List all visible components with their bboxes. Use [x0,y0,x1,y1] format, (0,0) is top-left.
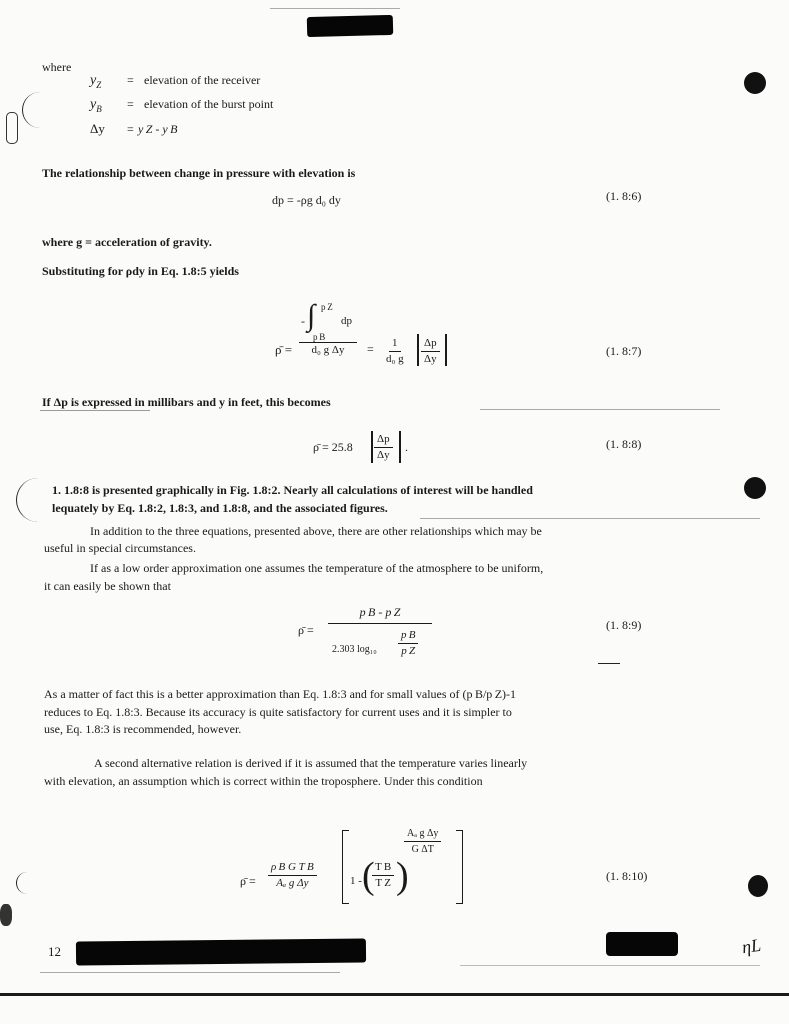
equation-number: (1. 8:7) [606,344,642,358]
eq9-numerator: p B - p Z [328,605,432,624]
eq9-den-fraction: $\frac{\text{p B}}{\text{p Z}}$ [398,628,418,659]
paragraph-millibars: If Δp is expressed in millibars and y in feet, this becomes [42,395,331,409]
def-row-yz [90,73,260,93]
equation-1-8-8 [313,430,443,464]
paragraph-uniform-line-2: it can easily be shown that [44,579,171,593]
eq10-one-minus: 1 - [350,875,362,887]
eq7-abs-fraction: $\frac{\Delta p}{\Delta y}$ [421,336,440,367]
eq10-exponent: $\frac{\text{Aₐ g Δy}}{\text{G ΔT}}$ [404,826,441,857]
equation-1-8-6: dp = -ρg d₀ dy [272,193,341,207]
paragraph-graphical-line-1: 1. 1.8:8 is presented graphically in Fig. 1.8:2. Nearly all calculations of interest will be handled [52,483,533,497]
scan-noise [480,409,720,410]
paragraph-pressure-elevation: The relationship between change in pressure with elevation is [42,166,356,180]
integral-upper-limit: p Z [321,302,333,312]
def-description: elevation of the receiver [144,73,261,87]
redaction-bar-footer-right [606,932,678,956]
paragraph-uniform-line-1: If as a low order approximation one assumes the temperature of the atmosphere to be uniform, [90,561,544,575]
paragraph-alternative-line-1: A second alternative relation is derived if it is assumed that the temperature varies linearly [94,756,528,770]
def-symbol: y [90,73,97,88]
eq7-integral-fraction: - ∫ p Z p B dp d₀ g Δy [299,300,357,358]
paren-right: ) [396,855,409,897]
margin-bracket [16,478,47,522]
margin-smudge [0,904,12,926]
eq7-fraction-2: $\frac{1}{\text{d₀ g}}$ [386,337,404,365]
paragraph-alternative-line-2: with elevation, an assumption which is correct within the troposphere. Under this condition [44,774,483,788]
bottom-rule [0,993,789,996]
paragraph-gravity: where g = acceleration of gravity. [42,235,212,249]
punch-hole [744,477,766,499]
def-description: y Z - y B [138,122,178,136]
equation-1-8-9 [298,605,438,675]
abs-bar-left [371,431,373,463]
eq10-lhs: ρ̄ = [240,874,256,888]
def-equals: = [127,122,134,136]
equation-number: (1. 8:9) [606,618,642,632]
redaction-bar-top [307,15,393,37]
abs-bar-right [399,431,401,463]
paragraph-approximation-line-2: reduces to Eq. 1.8:3. Because its accuracy is quite satisfactory for current uses and it is simpler to [44,705,512,719]
equation-1-8-7 [275,300,475,372]
punch-hole [748,875,768,897]
eq10-fraction: $\frac{\text{ρ B G T B}}{\text{Aₐ g Δy}}$ [268,860,317,891]
equation-number: (1. 8:8) [606,437,642,451]
eq10-temp-ratio: $\frac{\text{T B}}{\text{T Z}}$ [372,860,394,891]
equation-1-8-10 [240,826,480,906]
scan-noise [420,518,760,519]
def-row-dy [90,121,177,137]
def-symbol: y [90,97,97,112]
bracket-left [342,830,349,904]
eq7-lhs: ρ̄ = [275,342,293,357]
paragraph-addition-line-2: useful in special circumstances. [44,541,196,555]
eq8-period: . [405,440,408,454]
equation-number: (1. 8:6) [606,189,642,203]
paragraph-graphical-line-2: lequately by Eq. 1.8:2, 1.8:3, and 1.8:8, and the associated figures. [52,501,388,515]
margin-bracket [22,92,41,128]
margin-tick [598,663,620,664]
paren-left: ( [362,855,375,897]
def-symbol: Δy [90,121,105,136]
integral-sign: ∫ [307,299,316,332]
scan-noise [270,8,400,9]
paragraph-approximation-line-3: use, Eq. 1.8:3 is recommended, however. [44,722,242,736]
abs-bar-right [445,334,447,366]
eq9-lhs: ρ̄ = [298,623,314,637]
integral-lower-limit: p B [313,332,326,342]
scan-noise [460,965,760,966]
redaction-bar-footer [76,938,366,965]
def-equals: = [127,73,134,87]
margin-note: ηL [740,934,763,958]
def-subscript: Z [96,79,102,90]
abs-bar-left [417,334,419,366]
eq8-lhs: ρ̄ = 25.8 [313,440,353,454]
margin-mark-left [6,112,18,144]
def-subscript: B [96,103,102,114]
def-row-yb [90,97,273,117]
eq9-fraction [328,605,432,668]
eq7-equals: = [367,342,374,356]
margin-bracket [16,872,33,894]
where-label: where [42,60,72,74]
eq9-denominator: 2.303 log₁₀ $\frac{\text{p B}}{\text{p Z}}$ [328,624,432,668]
bracket-right [456,830,463,904]
equation-number: (1. 8:10) [606,869,648,883]
page-number: 12 [48,944,61,959]
eq7-denominator: d₀ g Δy [311,344,345,356]
paragraph-approximation-line-1: As a matter of fact this is a better approximation than Eq. 1.8:3 and for small values of (p B/p Z)-1 [44,687,517,701]
paragraph-substituting: Substituting for ρdy in Eq. 1.8:5 yields [42,264,239,278]
integral-variable: dp [341,315,352,327]
eq8-abs-fraction: $\frac{\Delta p}{\Delta y}$ [374,432,393,463]
scan-noise [40,410,150,411]
paragraph-addition-line-1: In addition to the three equations, presented above, there are other relationships which may be [90,524,542,538]
scan-noise [40,972,340,973]
def-equals: = [127,97,134,111]
def-description: elevation of the burst point [144,97,274,111]
punch-hole [744,72,766,94]
